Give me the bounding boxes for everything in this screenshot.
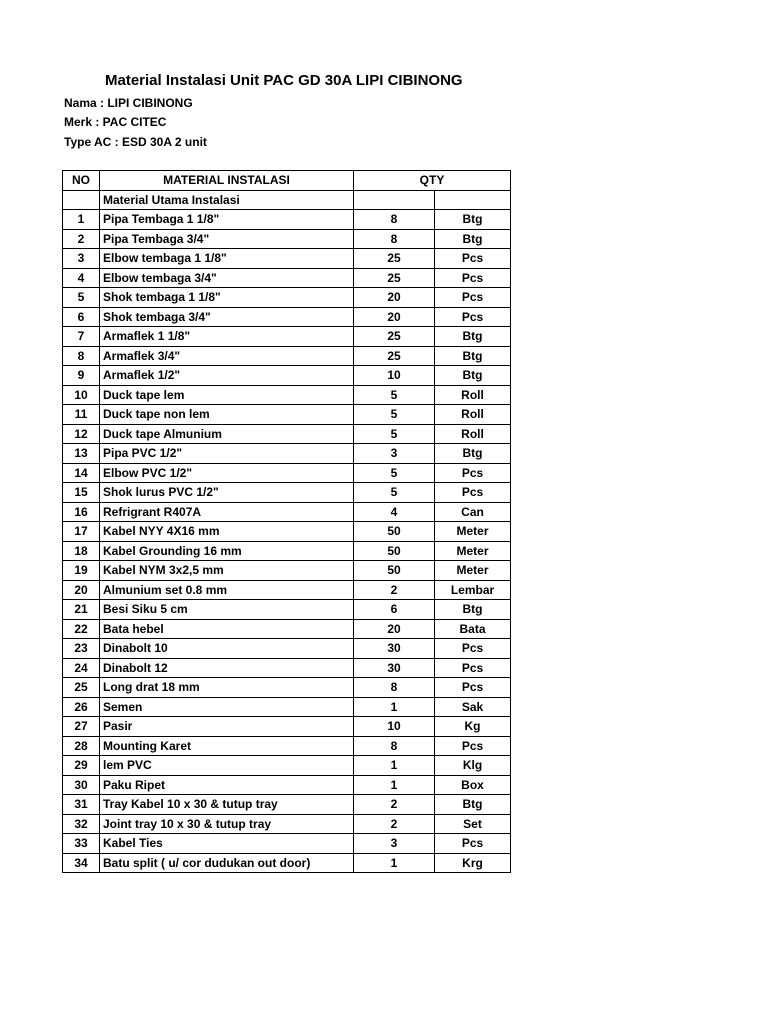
row-unit: Btg [435,795,511,815]
row-unit: Pcs [435,834,511,854]
table-row [63,210,511,230]
header-no: NO [63,171,100,191]
row-qty: 3 [354,444,435,464]
row-item: Paku Ripet [100,775,354,795]
row-no: 16 [63,502,100,522]
row-unit: Pcs [435,463,511,483]
table-row [63,385,511,405]
row-item: Refrigrant R407A [100,502,354,522]
row-no: 14 [63,463,100,483]
row-qty: 25 [354,346,435,366]
row-item: Pasir [100,717,354,737]
row-no: 6 [63,307,100,327]
row-no: 5 [63,288,100,308]
table-row [63,424,511,444]
row-item: Besi Siku 5 cm [100,600,354,620]
row-unit: Btg [435,346,511,366]
row-item: Elbow tembaga 1 1/8" [100,249,354,269]
row-item: Almunium set 0.8 mm [100,580,354,600]
table-row [63,658,511,678]
row-qty: 3 [354,834,435,854]
row-no: 1 [63,210,100,230]
row-item: Kabel Grounding 16 mm [100,541,354,561]
row-unit: Pcs [435,249,511,269]
table-row [63,405,511,425]
row-unit: Box [435,775,511,795]
row-unit: Can [435,502,511,522]
row-item: Semen [100,697,354,717]
row-unit: Roll [435,424,511,444]
row-no: 30 [63,775,100,795]
table-row [63,522,511,542]
table-row [63,541,511,561]
table-row [63,795,511,815]
table-row [63,366,511,386]
row-item: Armaflek 1 1/8" [100,327,354,347]
row-item: Duck tape Almunium [100,424,354,444]
meta-nama: Nama : LIPI CIBINONG [64,96,193,110]
row-no: 21 [63,600,100,620]
row-unit: Klg [435,756,511,776]
header-material: MATERIAL INSTALASI [100,171,354,191]
table-row [63,600,511,620]
row-item: Elbow tembaga 3/4" [100,268,354,288]
row-unit: Bata [435,619,511,639]
row-unit: Btg [435,600,511,620]
row-unit: Krg [435,853,511,873]
row-qty: 50 [354,522,435,542]
row-no: 17 [63,522,100,542]
table-row [63,307,511,327]
row-no: 19 [63,561,100,581]
row-unit: Pcs [435,678,511,698]
table-row [63,580,511,600]
row-no: 28 [63,736,100,756]
row-item: Long drat 18 mm [100,678,354,698]
row-qty: 50 [354,561,435,581]
table-row [63,444,511,464]
row-no: 22 [63,619,100,639]
table-row [63,619,511,639]
row-qty: 8 [354,678,435,698]
row-qty: 2 [354,580,435,600]
table-row [63,249,511,269]
row-no: 26 [63,697,100,717]
row-unit: Btg [435,444,511,464]
table-row [63,775,511,795]
row-qty: 1 [354,853,435,873]
row-unit: Sak [435,697,511,717]
row-item: Kabel NYM 3x2,5 mm [100,561,354,581]
row-qty: 2 [354,814,435,834]
row-qty: 8 [354,210,435,230]
row-unit: Pcs [435,288,511,308]
table-row [63,717,511,737]
row-unit: Pcs [435,307,511,327]
section-qty-cell [354,190,435,210]
row-unit: Lembar [435,580,511,600]
row-qty: 8 [354,736,435,756]
row-item: Bata hebel [100,619,354,639]
table-row [63,639,511,659]
row-no: 20 [63,580,100,600]
row-qty: 1 [354,697,435,717]
row-qty: 5 [354,424,435,444]
row-no: 24 [63,658,100,678]
table-row [63,736,511,756]
row-unit: Btg [435,366,511,386]
row-no: 27 [63,717,100,737]
row-unit: Pcs [435,736,511,756]
table-row [63,327,511,347]
row-no: 34 [63,853,100,873]
row-item: Shok tembaga 3/4" [100,307,354,327]
meta-type-ac: Type AC : ESD 30A 2 unit [64,135,207,149]
table-row [63,229,511,249]
table-row [63,288,511,308]
row-qty: 25 [354,327,435,347]
row-item: Dinabolt 12 [100,658,354,678]
row-qty: 10 [354,717,435,737]
row-qty: 8 [354,229,435,249]
row-unit: Pcs [435,268,511,288]
row-qty: 6 [354,600,435,620]
row-no: 2 [63,229,100,249]
row-qty: 5 [354,385,435,405]
table-row [63,268,511,288]
row-unit: Btg [435,210,511,230]
row-unit: Meter [435,561,511,581]
meta-merk: Merk : PAC CITEC [64,115,167,129]
row-no: 12 [63,424,100,444]
row-no: 15 [63,483,100,503]
material-table [62,170,511,873]
row-qty: 25 [354,268,435,288]
row-qty: 2 [354,795,435,815]
row-qty: 25 [354,249,435,269]
row-item: Kabel NYY 4X16 mm [100,522,354,542]
row-qty: 20 [354,307,435,327]
row-item: Mounting Karet [100,736,354,756]
row-unit: Pcs [435,658,511,678]
row-no: 23 [63,639,100,659]
row-item: Elbow PVC 1/2" [100,463,354,483]
row-qty: 30 [354,658,435,678]
row-item: Shok tembaga 1 1/8" [100,288,354,308]
row-no: 33 [63,834,100,854]
row-unit: Roll [435,385,511,405]
row-no: 31 [63,795,100,815]
row-item: Shok lurus PVC 1/2" [100,483,354,503]
row-unit: Meter [435,541,511,561]
row-qty: 5 [354,463,435,483]
row-unit: Pcs [435,483,511,503]
row-unit: Meter [435,522,511,542]
table-row [63,483,511,503]
row-qty: 4 [354,502,435,522]
section-row [63,190,511,210]
row-item: lem PVC [100,756,354,776]
row-qty: 10 [354,366,435,386]
document-title: Material Instalasi Unit PAC GD 30A LIPI CIBINONG [105,72,463,89]
table-row [63,814,511,834]
row-qty: 50 [354,541,435,561]
row-no: 32 [63,814,100,834]
row-qty: 20 [354,288,435,308]
table-row [63,346,511,366]
row-no: 11 [63,405,100,425]
table-row [63,561,511,581]
row-unit: Btg [435,229,511,249]
row-no: 29 [63,756,100,776]
table-row [63,756,511,776]
row-unit: Btg [435,327,511,347]
section-label: Material Utama Instalasi [100,190,354,210]
row-qty: 1 [354,756,435,776]
row-no: 7 [63,327,100,347]
row-qty: 20 [354,619,435,639]
table-row [63,678,511,698]
row-item: Pipa Tembaga 3/4" [100,229,354,249]
row-item: Joint tray 10 x 30 & tutup tray [100,814,354,834]
row-item: Kabel Ties [100,834,354,854]
row-qty: 1 [354,775,435,795]
table-row [63,853,511,873]
row-item: Duck tape non lem [100,405,354,425]
row-qty: 30 [354,639,435,659]
row-unit: Pcs [435,639,511,659]
header-qty: QTY [354,171,511,191]
row-unit: Set [435,814,511,834]
row-item: Pipa Tembaga 1 1/8" [100,210,354,230]
row-qty: 5 [354,405,435,425]
row-item: Armaflek 3/4" [100,346,354,366]
row-item: Pipa PVC 1/2" [100,444,354,464]
row-no: 4 [63,268,100,288]
row-no: 8 [63,346,100,366]
table-header-row [63,171,511,191]
row-qty: 5 [354,483,435,503]
table-row [63,463,511,483]
row-no: 10 [63,385,100,405]
table-row [63,502,511,522]
row-item: Tray Kabel 10 x 30 & tutup tray [100,795,354,815]
section-unit-cell [435,190,511,210]
row-no: 3 [63,249,100,269]
section-no-cell [63,190,100,210]
row-no: 9 [63,366,100,386]
row-item: Duck tape lem [100,385,354,405]
row-item: Batu split ( u/ cor dudukan out door) [100,853,354,873]
table-row [63,834,511,854]
row-item: Armaflek 1/2" [100,366,354,386]
row-unit: Kg [435,717,511,737]
table-row [63,697,511,717]
row-no: 13 [63,444,100,464]
row-no: 25 [63,678,100,698]
row-unit: Roll [435,405,511,425]
row-no: 18 [63,541,100,561]
row-item: Dinabolt 10 [100,639,354,659]
